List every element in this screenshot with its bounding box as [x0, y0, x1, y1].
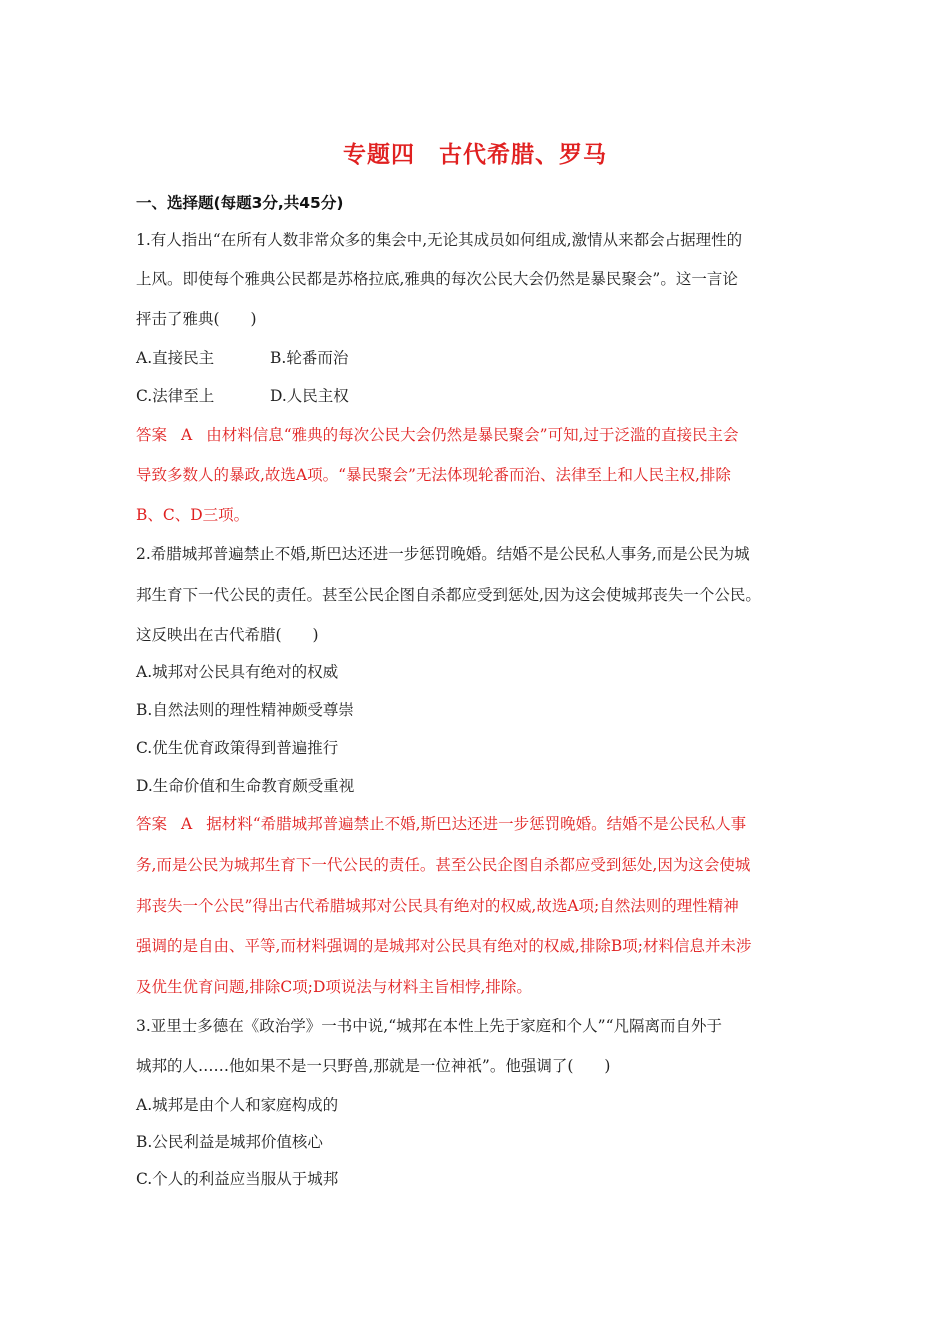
q2-option-a: A.城邦对公民具有绝对的权威 [136, 663, 339, 681]
q2-option-b: B.自然法则的理性精神颇受尊崇 [136, 701, 354, 719]
q1-stem-line: 抨击了雅典( ) [136, 310, 257, 328]
page-title: 专题四 古代希腊、罗马 [343, 142, 607, 168]
q2-stem-line: 这反映出在古代希腊( ) [136, 626, 319, 644]
q1-option-c: C.法律至上 [136, 387, 215, 405]
section-heading: 一、选择题(每题3分,共45分) [136, 194, 344, 212]
q3-option-b: B.公民利益是城邦价值核心 [136, 1133, 323, 1151]
q1-option-d: D.人民主权 [270, 387, 349, 405]
q2-option-c: C.优生优育政策得到普遍推行 [136, 739, 339, 757]
q1-answer-line: 导致多数人的暴政,故选A项。“暴民聚会”无法体现轮番而治、法律至上和人民主权,排除 [136, 466, 731, 484]
q1-answer-line [136, 424, 826, 446]
q2-answer-text: 据材料“希腊城邦普遍禁止不婚,斯巴达还进一步惩罚晚婚。结婚不是公民私人事 [206, 815, 747, 833]
q1-option-b: B.轮番而治 [270, 349, 349, 367]
q3-stem-line: 城邦的人……他如果不是一只野兽,那就是一位神祇”。他强调了( ) [136, 1057, 611, 1075]
q3-stem-line: 3.亚里士多德在《政治学》一书中说,“城邦在本性上先于家庭和个人”“凡隔离而自外于 [136, 1017, 722, 1035]
q1-option-a: A.直接民主 [136, 349, 215, 367]
q2-answer-key: A [181, 815, 193, 833]
q2-answer-line: 强调的是自由、平等,而材料强调的是城邦对公民具有绝对的权威,排除B项;材料信息并未涉 [136, 937, 752, 955]
q1-answer-text: 由材料信息“雅典的每次公民大会仍然是暴民聚会”可知,过于泛滥的直接民主会 [206, 426, 739, 444]
q1-option-row [136, 347, 826, 369]
q3-option-c: C.个人的利益应当服从于城邦 [136, 1170, 339, 1188]
q2-stem-line: 邦生育下一代公民的责任。甚至公民企图自杀都应受到惩处,因为这会使城邦丧失一个公民。 [136, 586, 761, 604]
q2-option-d: D.生命价值和生命教育颇受重视 [136, 777, 355, 795]
q1-stem-line: 上风。即使每个雅典公民都是苏格拉底,雅典的每次公民大会仍然是暴民聚会”。这一言论 [136, 270, 738, 288]
q2-answer-line: 务,而是公民为城邦生育下一代公民的责任。甚至公民企图自杀都应受到惩处,因为这会使城 [136, 856, 751, 874]
q2-answer-label: 答案 [136, 815, 168, 833]
q1-answer-key: A [181, 426, 193, 444]
q2-stem-line: 2.希腊城邦普遍禁止不婚,斯巴达还进一步惩罚晚婚。结婚不是公民私人事务,而是公民为城 [136, 545, 750, 563]
q1-stem-line: 1.有人指出“在所有人数非常众多的集会中,无论其成员如何组成,激情从来都会占据理性的 [136, 231, 743, 249]
q2-answer-line [136, 813, 826, 835]
q1-answer-label: 答案 [136, 426, 168, 444]
q2-answer-line: 邦丧失一个公民”得出古代希腊城邦对公民具有绝对的权威,故选A项;自然法则的理性精神 [136, 897, 739, 915]
q3-option-a: A.城邦是由个人和家庭构成的 [136, 1096, 339, 1114]
q1-option-row [136, 385, 826, 407]
q2-answer-line: 及优生优育问题,排除C项;D项说法与材料主旨相悖,排除。 [136, 978, 532, 996]
q1-answer-line: B、C、D三项。 [136, 506, 250, 524]
